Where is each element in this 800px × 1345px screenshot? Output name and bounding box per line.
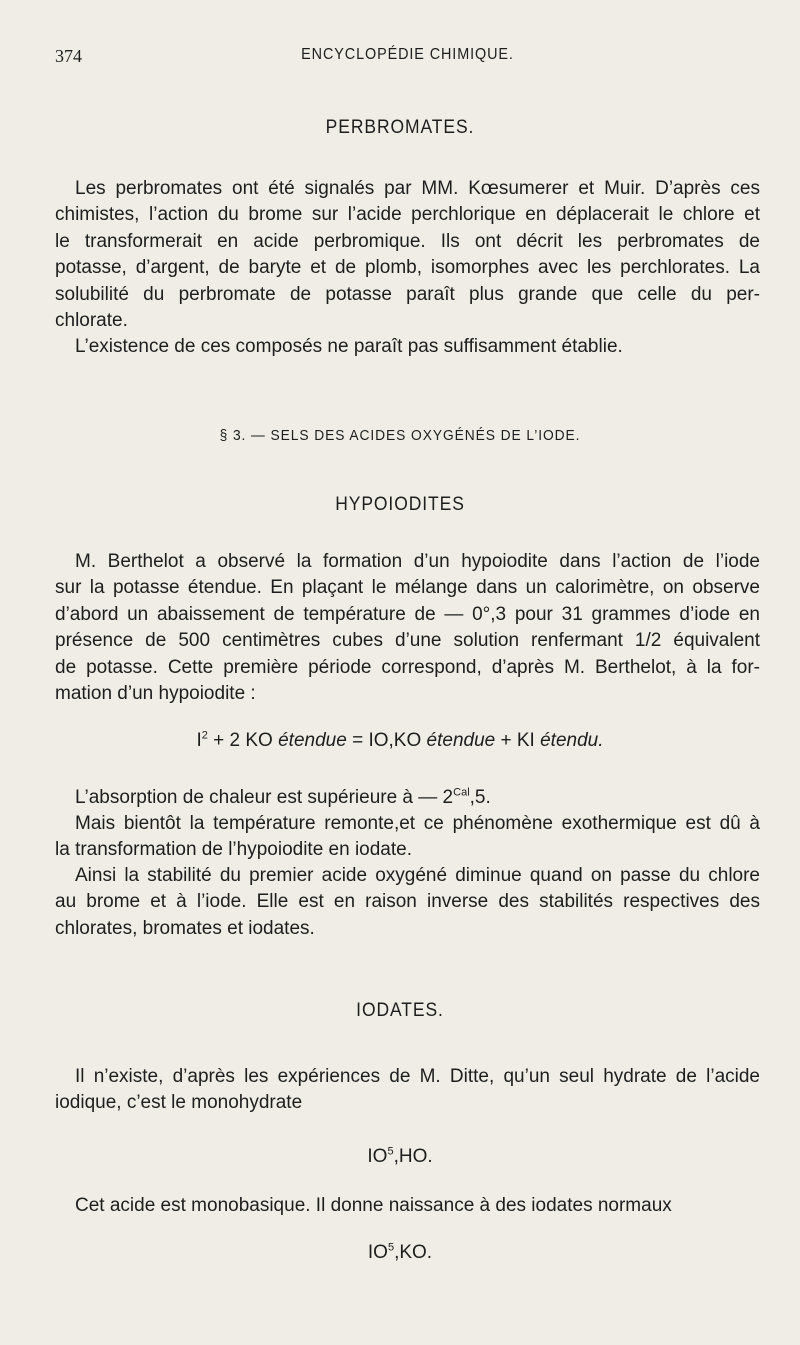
text-line: Il n’existe, d’après les expériences de M. Ditte, qu’un seul hydrate de l’acide bbox=[75, 1066, 760, 1087]
text-line: le transformerait en acide perbromique. Ils ont décrit les perbromates de bbox=[55, 230, 760, 252]
paragraph-hypoiodites-3 bbox=[55, 811, 760, 864]
text-line: la transformation de l’hypoiodite en iodate. bbox=[55, 839, 413, 861]
formula-part: ,HO. bbox=[393, 1146, 433, 1167]
formula-italic: étendue bbox=[278, 730, 347, 751]
formula-part: + 2 KO bbox=[207, 730, 279, 751]
formula-part: IO bbox=[367, 1146, 388, 1167]
text-line: présence de 500 centimètres cubes d’une solution renfermant 1/2 équivalent bbox=[55, 630, 760, 652]
text-line bbox=[55, 785, 760, 811]
heading-hypoiodites: HYPOIODITES bbox=[335, 494, 465, 515]
paragraph-perbromates-2 bbox=[55, 334, 760, 360]
text-line: M. Berthelot a observé la formation d’un hypoiodite dans l’action de l’iode bbox=[75, 551, 760, 572]
heading-perbromates: PERBROMATES. bbox=[325, 117, 475, 138]
text-segment: ,5. bbox=[469, 787, 491, 808]
text-line: L’existence de ces composés ne paraît pas suffisamment établie. bbox=[75, 336, 623, 357]
running-title: ENCYCLOPÉDIE CHIMIQUE. bbox=[301, 46, 514, 63]
formula-monohydrate bbox=[0, 1146, 800, 1168]
paragraph-hypoiodites-2 bbox=[55, 785, 760, 811]
text-line: Mais bientôt la température remonte,et ce phénomène exothermique est dû à bbox=[75, 813, 760, 834]
text-line: potasse, d’argent, de baryte et de plomb, isomorphes avec les perchlorates. La bbox=[55, 257, 760, 279]
text-line: Ainsi la stabilité du premier acide oxygéné diminue quand on passe du chlore bbox=[75, 865, 760, 886]
paragraph-hypoiodites-1 bbox=[55, 549, 760, 707]
paragraph-hypoiodites-4 bbox=[55, 863, 760, 942]
formula-part: I bbox=[196, 730, 202, 751]
text-line: d’abord un abaissement de température de — 0°,3 pour 31 grammes d’iode en bbox=[55, 603, 760, 625]
formula-part: ,KO. bbox=[394, 1242, 433, 1263]
formula-superscript: 5 bbox=[387, 1145, 394, 1158]
text-line: au brome et à l’iode. Elle est en raison inverse des stabilités respectives des bbox=[55, 891, 760, 913]
heading-iodates: IODATES. bbox=[356, 1000, 444, 1021]
section-heading-iode: § 3. — SELS DES ACIDES OXYGÉNÉS DE L’IODE. bbox=[219, 427, 581, 444]
text-line: chlorates, bromates et iodates. bbox=[55, 917, 315, 939]
formula-italic: étendue bbox=[426, 730, 496, 751]
formula-part: IO bbox=[367, 1242, 388, 1263]
paragraph-iodates-2 bbox=[55, 1193, 760, 1219]
text-line: solubilité du perbromate de potasse paraît plus grande que celle du per- bbox=[55, 283, 760, 305]
formula-hypoiodite bbox=[0, 730, 800, 752]
paragraph-iodates-1 bbox=[55, 1064, 760, 1117]
page-number: 374 bbox=[55, 46, 82, 66]
text-line: de potasse. Cette première période correspond, d’après M. Berthelot, à la for- bbox=[55, 656, 760, 678]
paragraph-perbromates-1 bbox=[55, 176, 760, 334]
text-line: mation d’un hypoiodite : bbox=[55, 683, 256, 705]
text-line: iodique, c’est le monohydrate bbox=[55, 1092, 303, 1114]
text-line: chlorate. bbox=[55, 310, 128, 332]
formula-superscript: 2 bbox=[201, 729, 208, 742]
text-line: Cet acide est monobasique. Il donne naissance à des iodates normaux bbox=[75, 1195, 672, 1216]
formula-italic: étendu. bbox=[540, 730, 604, 751]
text-line: Les perbromates ont été signalés par MM. Kœsumerer et Muir. D’après ces bbox=[75, 178, 760, 199]
text-segment: L’absorption de chaleur est supérieure à — 2 bbox=[75, 787, 454, 808]
text-superscript: Cal bbox=[453, 786, 470, 799]
formula-iodate-potasse bbox=[0, 1242, 800, 1264]
formula-part: + KI bbox=[495, 730, 541, 751]
formula-part: = IO,KO bbox=[346, 730, 427, 751]
page-header bbox=[55, 46, 760, 70]
text-line: chimistes, l’action du brome sur l’acide perchlorique en déplacerait le chlore et bbox=[55, 204, 760, 226]
text-line: sur la potasse étendue. En plaçant le mélange dans un calorimètre, on observe bbox=[55, 577, 760, 599]
formula-superscript: 5 bbox=[387, 1241, 395, 1254]
